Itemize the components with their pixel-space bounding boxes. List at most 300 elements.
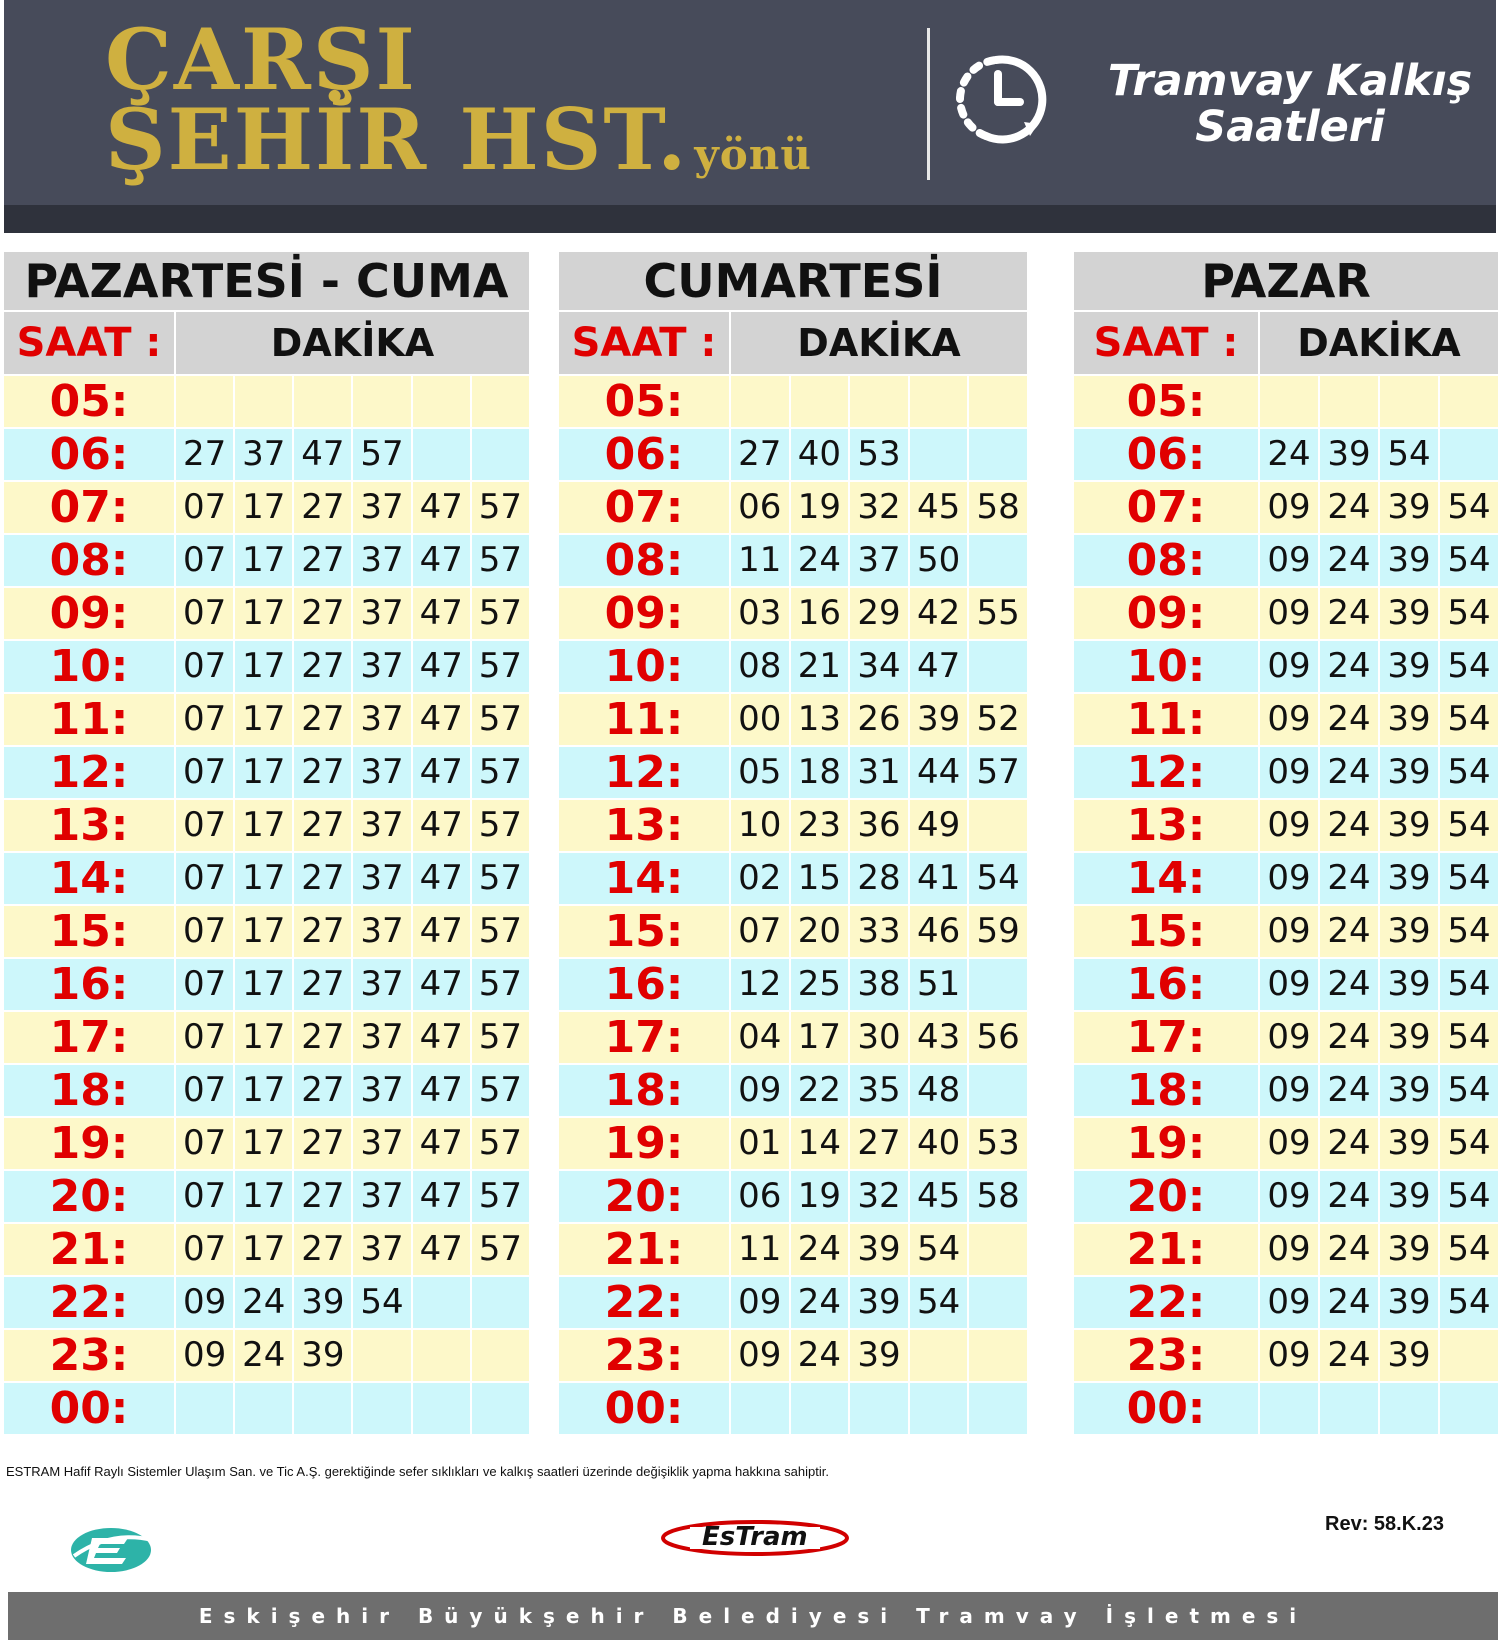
minute-cell: 57: [472, 959, 529, 1010]
minute-cell: 47: [413, 800, 470, 851]
minute-cell: 19: [791, 1171, 849, 1222]
minute-cell: 16: [791, 588, 849, 639]
minute-cell: 17: [235, 1171, 292, 1222]
minute-cell: 44: [910, 747, 968, 798]
minute-cell: 09: [731, 1330, 789, 1381]
minute-cell: 47: [413, 1118, 470, 1169]
minute-cell: 05: [731, 747, 789, 798]
hour-cell: 22:: [1074, 1277, 1258, 1328]
minute-cell: 39: [1380, 1012, 1438, 1063]
minute-cell: 17: [235, 1224, 292, 1275]
footer-organization-bar: Eskişehir Büyükşehir Belediyesi Tramvay İşletmesi: [8, 1592, 1498, 1640]
minute-cell: [472, 1383, 529, 1434]
minute-cell: [1320, 376, 1378, 427]
minute-cell: 27: [294, 641, 351, 692]
minute-cell: 57: [472, 800, 529, 851]
minute-cell: 09: [1260, 1012, 1318, 1063]
minute-cell: 37: [353, 1012, 410, 1063]
minute-cell: 57: [472, 1224, 529, 1275]
minute-cell: 17: [235, 588, 292, 639]
minute-cell: 39: [1380, 959, 1438, 1010]
minute-cell: 47: [413, 535, 470, 586]
timetable-row: [4, 747, 529, 798]
timetable-row: [1074, 959, 1498, 1010]
hour-cell: 07:: [559, 482, 729, 533]
timetable-row: [1074, 1224, 1498, 1275]
schedule-column: [4, 252, 529, 1434]
minute-cell: 01: [731, 1118, 789, 1169]
timetable-row: [559, 906, 1027, 957]
minute-cell: 57: [472, 1012, 529, 1063]
minute-cell: 07: [176, 588, 233, 639]
hour-cell: 13:: [4, 800, 174, 851]
minute-cell: 39: [850, 1330, 908, 1381]
timetable-row: [1074, 588, 1498, 639]
minute-cell: [353, 1330, 410, 1381]
minute-cell: [731, 376, 789, 427]
minute-cell: 54: [1440, 747, 1498, 798]
timetable-row: [559, 641, 1027, 692]
minute-cell: 37: [353, 1224, 410, 1275]
hour-cell: 20:: [559, 1171, 729, 1222]
minute-cell: 39: [910, 694, 968, 745]
hour-cell: 13:: [559, 800, 729, 851]
minute-cell: 27: [294, 1171, 351, 1222]
minute-cell: 17: [235, 482, 292, 533]
timetable-row: [4, 800, 529, 851]
minute-cell: [472, 1330, 529, 1381]
minute-cell: [969, 1277, 1027, 1328]
minute-cell: 51: [910, 959, 968, 1010]
minute-cell: 35: [850, 1065, 908, 1116]
timetable-row: [4, 1383, 529, 1434]
minute-cell: [969, 959, 1027, 1010]
saat-label: SAAT :: [1074, 312, 1258, 374]
hour-cell: 00:: [4, 1383, 174, 1434]
minute-cell: 24: [1320, 1171, 1378, 1222]
minute-cell: 54: [1440, 641, 1498, 692]
minute-cell: 54: [1440, 959, 1498, 1010]
minute-cell: [235, 376, 292, 427]
timetable-row: [559, 959, 1027, 1010]
minute-cell: 57: [472, 1065, 529, 1116]
timetable-row: [559, 535, 1027, 586]
minute-cell: 09: [1260, 906, 1318, 957]
minute-cell: 57: [472, 694, 529, 745]
minute-cell: 37: [353, 641, 410, 692]
hour-cell: 11:: [1074, 694, 1258, 745]
hour-cell: 09:: [1074, 588, 1258, 639]
timetable-row: [4, 482, 529, 533]
minute-cell: 24: [1320, 1118, 1378, 1169]
minute-cell: 09: [1260, 1065, 1318, 1116]
minute-cell: [969, 429, 1027, 480]
minute-cell: 54: [353, 1277, 410, 1328]
minute-cell: 24: [1320, 641, 1378, 692]
minute-cell: 17: [235, 747, 292, 798]
hour-cell: 11:: [4, 694, 174, 745]
minute-cell: 30: [850, 1012, 908, 1063]
minute-cell: 37: [353, 853, 410, 904]
minute-cell: 09: [1260, 1118, 1318, 1169]
minute-cell: [472, 429, 529, 480]
minute-cell: 54: [1440, 1118, 1498, 1169]
hour-cell: 11:: [559, 694, 729, 745]
minute-cell: 07: [176, 694, 233, 745]
minute-cell: [235, 1383, 292, 1434]
timetable-row: [559, 482, 1027, 533]
timetable-row: [1074, 1383, 1498, 1434]
timetable-row: [1074, 535, 1498, 586]
minute-cell: 39: [1380, 1277, 1438, 1328]
timetable-row: [559, 429, 1027, 480]
minute-cell: [1440, 1383, 1498, 1434]
hour-cell: 15:: [4, 906, 174, 957]
minute-cell: 54: [1440, 694, 1498, 745]
disclaimer-text: ESTRAM Hafif Raylı Sistemler Ulaşım San. ve Tic A.Ş. gerektiğinde sefer sıklıkları ve kalkış saatleri üzerinde değişiklik yapma hakkına sahiptir.: [6, 1464, 829, 1479]
minute-cell: 24: [1320, 800, 1378, 851]
minute-cell: [176, 1383, 233, 1434]
hour-cell: 17:: [559, 1012, 729, 1063]
minute-cell: 06: [731, 1171, 789, 1222]
minute-cell: 24: [1320, 1330, 1378, 1381]
hour-cell: 05:: [1074, 376, 1258, 427]
minute-cell: 39: [1380, 482, 1438, 533]
minute-cell: 57: [472, 1118, 529, 1169]
minute-cell: [413, 429, 470, 480]
timetable-row: [4, 1277, 529, 1328]
timetable-row: [1074, 853, 1498, 904]
minute-cell: 39: [1380, 694, 1438, 745]
minute-cell: 27: [294, 1065, 351, 1116]
minute-cell: 07: [176, 535, 233, 586]
minute-cell: 24: [1320, 1224, 1378, 1275]
minute-cell: 57: [472, 747, 529, 798]
minute-cell: 10: [731, 800, 789, 851]
hour-cell: 23:: [4, 1330, 174, 1381]
minute-cell: 32: [850, 1171, 908, 1222]
minute-cell: 11: [731, 535, 789, 586]
minute-cell: 54: [1440, 906, 1498, 957]
minute-cell: 47: [910, 641, 968, 692]
column-subheader: [1074, 312, 1498, 374]
hour-cell: 08:: [4, 535, 174, 586]
minute-cell: 47: [413, 588, 470, 639]
minute-cell: 08: [731, 641, 789, 692]
station-title-line2-text: ŞEHİR HST.: [105, 90, 689, 189]
timetable-row: [1074, 1330, 1498, 1381]
hour-cell: 18:: [559, 1065, 729, 1116]
minute-cell: [910, 1383, 968, 1434]
hour-cell: 20:: [1074, 1171, 1258, 1222]
minute-cell: 03: [731, 588, 789, 639]
revision-label: Rev: 58.K.23: [1325, 1513, 1444, 1535]
minute-cell: 17: [235, 1065, 292, 1116]
minute-cell: 24: [1320, 694, 1378, 745]
timetable-row: [1074, 429, 1498, 480]
minute-cell: 24: [1260, 429, 1318, 480]
minute-cell: [1440, 429, 1498, 480]
minute-cell: [969, 376, 1027, 427]
hour-cell: 14:: [1074, 853, 1258, 904]
minute-cell: [1380, 1383, 1438, 1434]
minute-cell: 54: [1440, 1224, 1498, 1275]
day-header: PAZAR: [1074, 252, 1498, 310]
minute-cell: 07: [176, 1012, 233, 1063]
timetable-row: [4, 429, 529, 480]
timetable-row: [4, 1171, 529, 1222]
day-header: PAZARTESİ - CUMA: [4, 252, 529, 310]
minute-cell: 37: [353, 588, 410, 639]
minute-cell: 24: [1320, 906, 1378, 957]
column-subheader: [4, 312, 529, 374]
minute-cell: 39: [1380, 853, 1438, 904]
minute-cell: 17: [235, 641, 292, 692]
minute-cell: 09: [1260, 1171, 1318, 1222]
minute-cell: 06: [731, 482, 789, 533]
minute-cell: 57: [472, 641, 529, 692]
schedule-column: [559, 252, 1027, 1434]
minute-cell: 56: [969, 1012, 1027, 1063]
minute-cell: [294, 1383, 351, 1434]
timetable-row: [4, 1012, 529, 1063]
minute-cell: 48: [910, 1065, 968, 1116]
minute-cell: 34: [850, 641, 908, 692]
minute-cell: 39: [1380, 1330, 1438, 1381]
minute-cell: 09: [731, 1277, 789, 1328]
hour-cell: 19:: [559, 1118, 729, 1169]
minute-cell: 27: [294, 959, 351, 1010]
hour-cell: 18:: [1074, 1065, 1258, 1116]
minute-cell: 09: [1260, 588, 1318, 639]
timetable-row: [4, 1118, 529, 1169]
minute-cell: 47: [294, 429, 351, 480]
minute-cell: 27: [731, 429, 789, 480]
minute-cell: [910, 429, 968, 480]
minute-cell: 54: [1440, 1171, 1498, 1222]
minute-cell: 24: [791, 535, 849, 586]
minute-cell: 09: [176, 1330, 233, 1381]
minute-cell: 17: [235, 959, 292, 1010]
clock-icon: [948, 48, 1078, 148]
minute-cell: [969, 1065, 1027, 1116]
day-header: CUMARTESİ: [559, 252, 1027, 310]
minute-cell: 17: [235, 535, 292, 586]
minute-cell: 42: [910, 588, 968, 639]
minute-cell: [791, 1383, 849, 1434]
timetable-row: [559, 1171, 1027, 1222]
minute-cell: 59: [969, 906, 1027, 957]
minute-cell: 47: [413, 747, 470, 798]
minute-cell: 09: [1260, 800, 1318, 851]
minute-cell: 27: [294, 588, 351, 639]
timetable-row: [559, 800, 1027, 851]
minute-cell: [969, 1330, 1027, 1381]
hour-cell: 09:: [559, 588, 729, 639]
hour-cell: 22:: [4, 1277, 174, 1328]
station-title: [105, 10, 905, 197]
minute-cell: [413, 1277, 470, 1328]
minute-cell: 07: [176, 482, 233, 533]
hour-cell: 12:: [4, 747, 174, 798]
hour-cell: 16:: [559, 959, 729, 1010]
hour-cell: 21:: [4, 1224, 174, 1275]
direction-suffix: yönü: [694, 130, 812, 179]
minute-cell: 39: [1380, 1118, 1438, 1169]
hour-cell: 10:: [559, 641, 729, 692]
minute-cell: 26: [850, 694, 908, 745]
minute-cell: 24: [1320, 1012, 1378, 1063]
minute-cell: 54: [1440, 482, 1498, 533]
timetable-row: [4, 535, 529, 586]
minute-cell: 12: [731, 959, 789, 1010]
minute-cell: 39: [1380, 800, 1438, 851]
minute-cell: [969, 641, 1027, 692]
saat-label: SAAT :: [559, 312, 729, 374]
minute-cell: 27: [294, 906, 351, 957]
minute-cell: 38: [850, 959, 908, 1010]
minute-cell: [1260, 1383, 1318, 1434]
minute-cell: 57: [472, 482, 529, 533]
minute-cell: [176, 376, 233, 427]
minute-cell: 32: [850, 482, 908, 533]
minute-cell: 09: [1260, 959, 1318, 1010]
timetable-row: [559, 1118, 1027, 1169]
minute-cell: 09: [731, 1065, 789, 1116]
minute-cell: 39: [294, 1277, 351, 1328]
minute-cell: 54: [910, 1224, 968, 1275]
minute-cell: 07: [176, 1118, 233, 1169]
minute-cell: 13: [791, 694, 849, 745]
dakika-label: DAKİKA: [1260, 312, 1498, 374]
timetable-row: [559, 853, 1027, 904]
hour-cell: 14:: [559, 853, 729, 904]
minute-cell: 09: [1260, 1277, 1318, 1328]
timetable-row: [559, 747, 1027, 798]
hour-cell: 22:: [559, 1277, 729, 1328]
minute-cell: 54: [1440, 853, 1498, 904]
minute-cell: 54: [1440, 535, 1498, 586]
minute-cell: 58: [969, 1171, 1027, 1222]
minute-cell: 11: [731, 1224, 789, 1275]
timetable-row: [559, 694, 1027, 745]
minute-cell: [850, 1383, 908, 1434]
minute-cell: 45: [910, 482, 968, 533]
hour-cell: 07:: [4, 482, 174, 533]
hour-cell: 10:: [1074, 641, 1258, 692]
minute-cell: 57: [353, 429, 410, 480]
minute-cell: 58: [969, 482, 1027, 533]
minute-cell: [413, 376, 470, 427]
minute-cell: 27: [294, 482, 351, 533]
minute-cell: 21: [791, 641, 849, 692]
minute-cell: 47: [413, 1171, 470, 1222]
minute-cell: 09: [1260, 482, 1318, 533]
minute-cell: 54: [1440, 1012, 1498, 1063]
minute-cell: 54: [969, 853, 1027, 904]
minute-cell: 36: [850, 800, 908, 851]
timetable-row: [1074, 376, 1498, 427]
saat-label: SAAT :: [4, 312, 174, 374]
minute-cell: 24: [1320, 853, 1378, 904]
minute-cell: 40: [910, 1118, 968, 1169]
minute-cell: 27: [294, 1224, 351, 1275]
minute-cell: 39: [1380, 1224, 1438, 1275]
timetable-row: [1074, 694, 1498, 745]
minute-cell: [1440, 1330, 1498, 1381]
minute-cell: 07: [176, 641, 233, 692]
minute-cell: 18: [791, 747, 849, 798]
minute-cell: 47: [413, 1012, 470, 1063]
minute-cell: 24: [235, 1277, 292, 1328]
minute-cell: [731, 1383, 789, 1434]
minute-cell: 49: [910, 800, 968, 851]
minute-cell: 39: [1380, 535, 1438, 586]
minute-cell: [910, 376, 968, 427]
minute-cell: 24: [1320, 1277, 1378, 1328]
minute-cell: 09: [1260, 641, 1318, 692]
minute-cell: 40: [791, 429, 849, 480]
minute-cell: [472, 1277, 529, 1328]
minute-cell: 37: [353, 747, 410, 798]
minute-cell: 46: [910, 906, 968, 957]
timetable-row: [559, 376, 1027, 427]
minute-cell: 39: [1380, 641, 1438, 692]
minute-cell: 37: [353, 1118, 410, 1169]
minute-cell: [969, 800, 1027, 851]
minute-cell: 09: [1260, 1224, 1318, 1275]
hour-cell: 19:: [1074, 1118, 1258, 1169]
minute-cell: 07: [176, 1224, 233, 1275]
schedule-column: [1074, 252, 1498, 1434]
hour-cell: 05:: [559, 376, 729, 427]
minute-cell: 37: [353, 906, 410, 957]
minute-cell: 24: [1320, 959, 1378, 1010]
minute-cell: [1320, 1383, 1378, 1434]
minute-cell: 25: [791, 959, 849, 1010]
minute-cell: 27: [294, 694, 351, 745]
minute-cell: [472, 376, 529, 427]
estram-e-logo-icon: [66, 1520, 156, 1575]
minute-cell: 17: [235, 906, 292, 957]
hour-cell: 06:: [4, 429, 174, 480]
hour-cell: 06:: [559, 429, 729, 480]
timetable-row: [4, 376, 529, 427]
hour-cell: 23:: [559, 1330, 729, 1381]
minute-cell: 57: [969, 747, 1027, 798]
hour-cell: 21:: [559, 1224, 729, 1275]
minute-cell: 19: [791, 482, 849, 533]
header-banner-strip: [4, 205, 1496, 233]
minute-cell: 17: [791, 1012, 849, 1063]
timetable-row: [4, 906, 529, 957]
minute-cell: 37: [850, 535, 908, 586]
timetable-row: [4, 694, 529, 745]
minute-cell: [294, 376, 351, 427]
minute-cell: 00: [731, 694, 789, 745]
minute-cell: 27: [294, 800, 351, 851]
hour-cell: 15:: [1074, 906, 1258, 957]
minute-cell: 54: [1440, 588, 1498, 639]
minute-cell: 50: [910, 535, 968, 586]
minute-cell: 24: [1320, 1065, 1378, 1116]
timetable-row: [1074, 1065, 1498, 1116]
hour-cell: 12:: [559, 747, 729, 798]
minute-cell: 04: [731, 1012, 789, 1063]
minute-cell: 39: [1380, 588, 1438, 639]
minute-cell: [969, 1383, 1027, 1434]
hour-cell: 10:: [4, 641, 174, 692]
